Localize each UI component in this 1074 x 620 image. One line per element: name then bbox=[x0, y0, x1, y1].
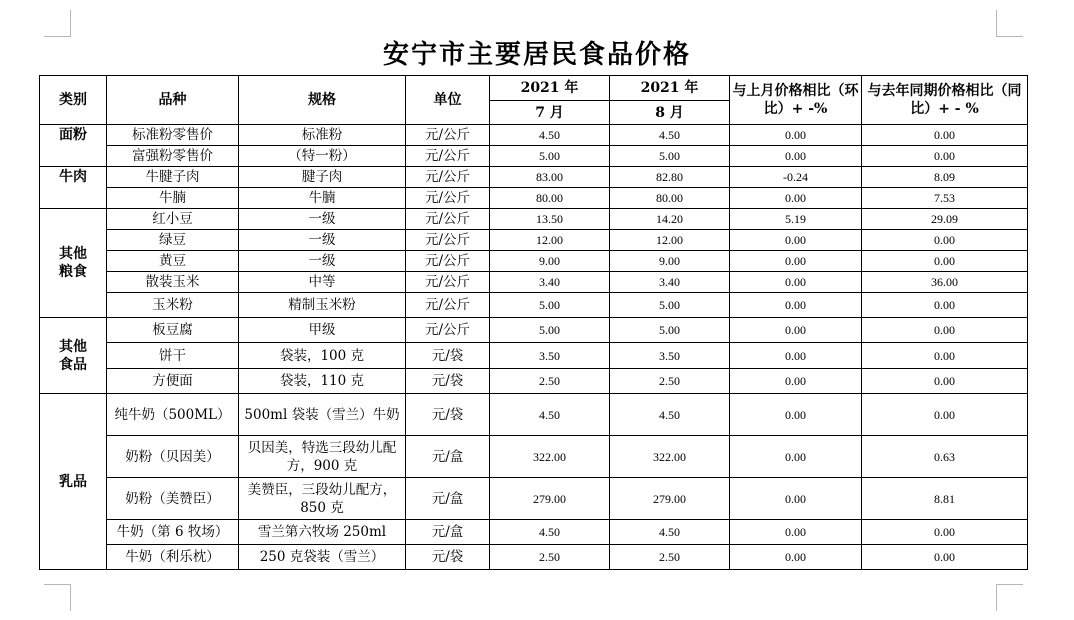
cell-spec: 精制玉米粉 bbox=[239, 293, 406, 318]
table-row bbox=[40, 478, 1028, 520]
table-row bbox=[40, 369, 1028, 394]
cell-jul: 5.00 bbox=[490, 146, 610, 167]
cell-item: 奶粉（美赞臣） bbox=[107, 478, 239, 520]
cell-item: 牛腱子肉 bbox=[107, 167, 239, 188]
cell-item: 富强粉零售价 bbox=[107, 146, 239, 167]
cell-unit: 元/公斤 bbox=[406, 272, 490, 293]
cell-spec: 500ml 袋装（雪兰）牛奶 bbox=[239, 394, 406, 436]
cell-spec: 贝因美，特选三段幼儿配方，900 克 bbox=[239, 436, 406, 478]
cell-yoy: 29.09 bbox=[862, 209, 1028, 230]
category-beef: 牛肉 bbox=[40, 167, 107, 209]
cell-mom: 0.00 bbox=[730, 318, 862, 343]
table-row bbox=[40, 125, 1028, 146]
cell-unit: 元/公斤 bbox=[406, 230, 490, 251]
cell-yoy: 0.00 bbox=[862, 545, 1028, 570]
cell-unit: 元/盒 bbox=[406, 478, 490, 520]
header-spec: 规格 bbox=[239, 76, 406, 125]
cell-aug: 2.50 bbox=[610, 369, 730, 394]
cell-jul: 279.00 bbox=[490, 478, 610, 520]
header-yoy: 与去年同期价格相比（同比）+ - % bbox=[862, 76, 1028, 125]
cell-jul: 5.00 bbox=[490, 318, 610, 343]
cell-spec: 标准粉 bbox=[239, 125, 406, 146]
cell-item: 纯牛奶（500ML） bbox=[107, 394, 239, 436]
cell-aug: 2.50 bbox=[610, 545, 730, 570]
cell-unit: 元/公斤 bbox=[406, 293, 490, 318]
cell-unit: 元/公斤 bbox=[406, 146, 490, 167]
cell-mom: 0.00 bbox=[730, 369, 862, 394]
cell-jul: 3.50 bbox=[490, 343, 610, 369]
cell-mom: 0.00 bbox=[730, 394, 862, 436]
cell-unit: 元/公斤 bbox=[406, 209, 490, 230]
cell-aug: 322.00 bbox=[610, 436, 730, 478]
cell-aug: 9.00 bbox=[610, 251, 730, 272]
cell-spec: 250 克袋装（雪兰） bbox=[239, 545, 406, 570]
cell-aug: 3.40 bbox=[610, 272, 730, 293]
crop-mark-top-right bbox=[996, 10, 1023, 37]
header-mom: 与上月价格相比（环比）+ -% bbox=[730, 76, 862, 125]
cell-item: 牛腩 bbox=[107, 188, 239, 209]
crop-mark-bottom-left bbox=[44, 584, 71, 611]
cell-spec: 一级 bbox=[239, 230, 406, 251]
header-jul-month: 7 月 bbox=[490, 101, 610, 125]
cell-spec: 中等 bbox=[239, 272, 406, 293]
price-table bbox=[39, 75, 1028, 570]
header-row bbox=[40, 76, 1028, 101]
cell-yoy: 36.00 bbox=[862, 272, 1028, 293]
cell-unit: 元/盒 bbox=[406, 436, 490, 478]
cell-spec: 袋装，100 克 bbox=[239, 343, 406, 369]
cell-jul: 5.00 bbox=[490, 293, 610, 318]
category-flour: 面粉 bbox=[40, 125, 107, 167]
cell-item: 板豆腐 bbox=[107, 318, 239, 343]
cell-mom: -0.24 bbox=[730, 167, 862, 188]
table-row bbox=[40, 394, 1028, 436]
header-unit: 单位 bbox=[406, 76, 490, 125]
header-aug-month: 8 月 bbox=[610, 101, 730, 125]
cell-aug: 3.50 bbox=[610, 343, 730, 369]
table-row bbox=[40, 436, 1028, 478]
cell-unit: 元/袋 bbox=[406, 369, 490, 394]
cell-jul: 4.50 bbox=[490, 394, 610, 436]
header-aug-year: 2021 年 bbox=[610, 76, 730, 101]
table-row bbox=[40, 209, 1028, 230]
cell-unit: 元/袋 bbox=[406, 545, 490, 570]
cell-item: 散装玉米 bbox=[107, 272, 239, 293]
cell-mom: 0.00 bbox=[730, 478, 862, 520]
cell-aug: 5.00 bbox=[610, 318, 730, 343]
cell-unit: 元/公斤 bbox=[406, 251, 490, 272]
category-grain: 其他粮食 bbox=[40, 209, 107, 318]
table-row bbox=[40, 545, 1028, 570]
cell-aug: 279.00 bbox=[610, 478, 730, 520]
table-row bbox=[40, 272, 1028, 293]
cell-jul: 12.00 bbox=[490, 230, 610, 251]
table-row bbox=[40, 146, 1028, 167]
cell-yoy: 0.00 bbox=[862, 293, 1028, 318]
cell-jul: 83.00 bbox=[490, 167, 610, 188]
cell-mom: 0.00 bbox=[730, 436, 862, 478]
cell-mom: 0.00 bbox=[730, 188, 862, 209]
cell-yoy: 0.00 bbox=[862, 146, 1028, 167]
cell-spec: 雪兰第六牧场 250ml bbox=[239, 520, 406, 545]
cell-item: 红小豆 bbox=[107, 209, 239, 230]
cell-yoy: 0.00 bbox=[862, 251, 1028, 272]
cell-mom: 0.00 bbox=[730, 146, 862, 167]
category-other-food: 其他食品 bbox=[40, 318, 107, 394]
cell-mom: 5.19 bbox=[730, 209, 862, 230]
cell-unit: 元/袋 bbox=[406, 343, 490, 369]
table-row bbox=[40, 520, 1028, 545]
table-row bbox=[40, 188, 1028, 209]
cell-jul: 80.00 bbox=[490, 188, 610, 209]
cell-mom: 0.00 bbox=[730, 293, 862, 318]
cell-item: 饼干 bbox=[107, 343, 239, 369]
cell-item: 玉米粉 bbox=[107, 293, 239, 318]
cell-unit: 元/袋 bbox=[406, 394, 490, 436]
table-row bbox=[40, 293, 1028, 318]
crop-mark-top-left bbox=[44, 10, 71, 37]
cell-spec: 美赞臣，三段幼儿配方，850 克 bbox=[239, 478, 406, 520]
cell-spec: （特一粉） bbox=[239, 146, 406, 167]
table-row bbox=[40, 230, 1028, 251]
cell-jul: 2.50 bbox=[490, 369, 610, 394]
cell-aug: 12.00 bbox=[610, 230, 730, 251]
cell-mom: 0.00 bbox=[730, 520, 862, 545]
cell-unit: 元/公斤 bbox=[406, 188, 490, 209]
cell-yoy: 0.00 bbox=[862, 318, 1028, 343]
cell-yoy: 0.00 bbox=[862, 230, 1028, 251]
cell-yoy: 0.00 bbox=[862, 394, 1028, 436]
cell-unit: 元/公斤 bbox=[406, 167, 490, 188]
cell-aug: 80.00 bbox=[610, 188, 730, 209]
cell-spec: 甲级 bbox=[239, 318, 406, 343]
crop-mark-bottom-right bbox=[996, 584, 1023, 611]
cell-item: 牛奶（利乐枕） bbox=[107, 545, 239, 570]
cell-mom: 0.00 bbox=[730, 545, 862, 570]
cell-unit: 元/盒 bbox=[406, 520, 490, 545]
cell-mom: 0.00 bbox=[730, 272, 862, 293]
cell-mom: 0.00 bbox=[730, 251, 862, 272]
cell-item: 绿豆 bbox=[107, 230, 239, 251]
cell-aug: 4.50 bbox=[610, 520, 730, 545]
cell-mom: 0.00 bbox=[730, 343, 862, 369]
cell-yoy: 0.00 bbox=[862, 125, 1028, 146]
cell-aug: 14.20 bbox=[610, 209, 730, 230]
cell-aug: 82.80 bbox=[610, 167, 730, 188]
cell-jul: 3.40 bbox=[490, 272, 610, 293]
cell-spec: 牛腩 bbox=[239, 188, 406, 209]
cell-jul: 13.50 bbox=[490, 209, 610, 230]
cell-jul: 9.00 bbox=[490, 251, 610, 272]
cell-aug: 4.50 bbox=[610, 125, 730, 146]
cell-spec: 一级 bbox=[239, 209, 406, 230]
header-item: 品种 bbox=[107, 76, 239, 125]
cell-yoy: 8.09 bbox=[862, 167, 1028, 188]
cell-spec: 一级 bbox=[239, 251, 406, 272]
page-title: 安宁市主要居民食品价格 bbox=[382, 40, 691, 70]
cell-item: 标准粉零售价 bbox=[107, 125, 239, 146]
cell-yoy: 0.00 bbox=[862, 343, 1028, 369]
cell-mom: 0.00 bbox=[730, 125, 862, 146]
table-row bbox=[40, 167, 1028, 188]
cell-item: 奶粉（贝因美） bbox=[107, 436, 239, 478]
cell-jul: 2.50 bbox=[490, 545, 610, 570]
cell-jul: 4.50 bbox=[490, 125, 610, 146]
cell-item: 方便面 bbox=[107, 369, 239, 394]
cell-spec: 袋装，110 克 bbox=[239, 369, 406, 394]
cell-aug: 4.50 bbox=[610, 394, 730, 436]
cell-spec: 腱子肉 bbox=[239, 167, 406, 188]
header-category: 类别 bbox=[40, 76, 107, 125]
cell-yoy: 0.00 bbox=[862, 520, 1028, 545]
table-row bbox=[40, 251, 1028, 272]
cell-jul: 4.50 bbox=[490, 520, 610, 545]
cell-unit: 元/公斤 bbox=[406, 125, 490, 146]
cell-item: 黄豆 bbox=[107, 251, 239, 272]
cell-yoy: 0.00 bbox=[862, 369, 1028, 394]
cell-item: 牛奶（第 6 牧场） bbox=[107, 520, 239, 545]
table-row bbox=[40, 343, 1028, 369]
category-dairy: 乳品 bbox=[40, 394, 107, 570]
header-jul-year: 2021 年 bbox=[490, 76, 610, 101]
cell-yoy: 0.63 bbox=[862, 436, 1028, 478]
table-row bbox=[40, 318, 1028, 343]
cell-unit: 元/公斤 bbox=[406, 318, 490, 343]
cell-aug: 5.00 bbox=[610, 293, 730, 318]
cell-aug: 5.00 bbox=[610, 146, 730, 167]
cell-yoy: 7.53 bbox=[862, 188, 1028, 209]
cell-jul: 322.00 bbox=[490, 436, 610, 478]
cell-mom: 0.00 bbox=[730, 230, 862, 251]
cell-yoy: 8.81 bbox=[862, 478, 1028, 520]
